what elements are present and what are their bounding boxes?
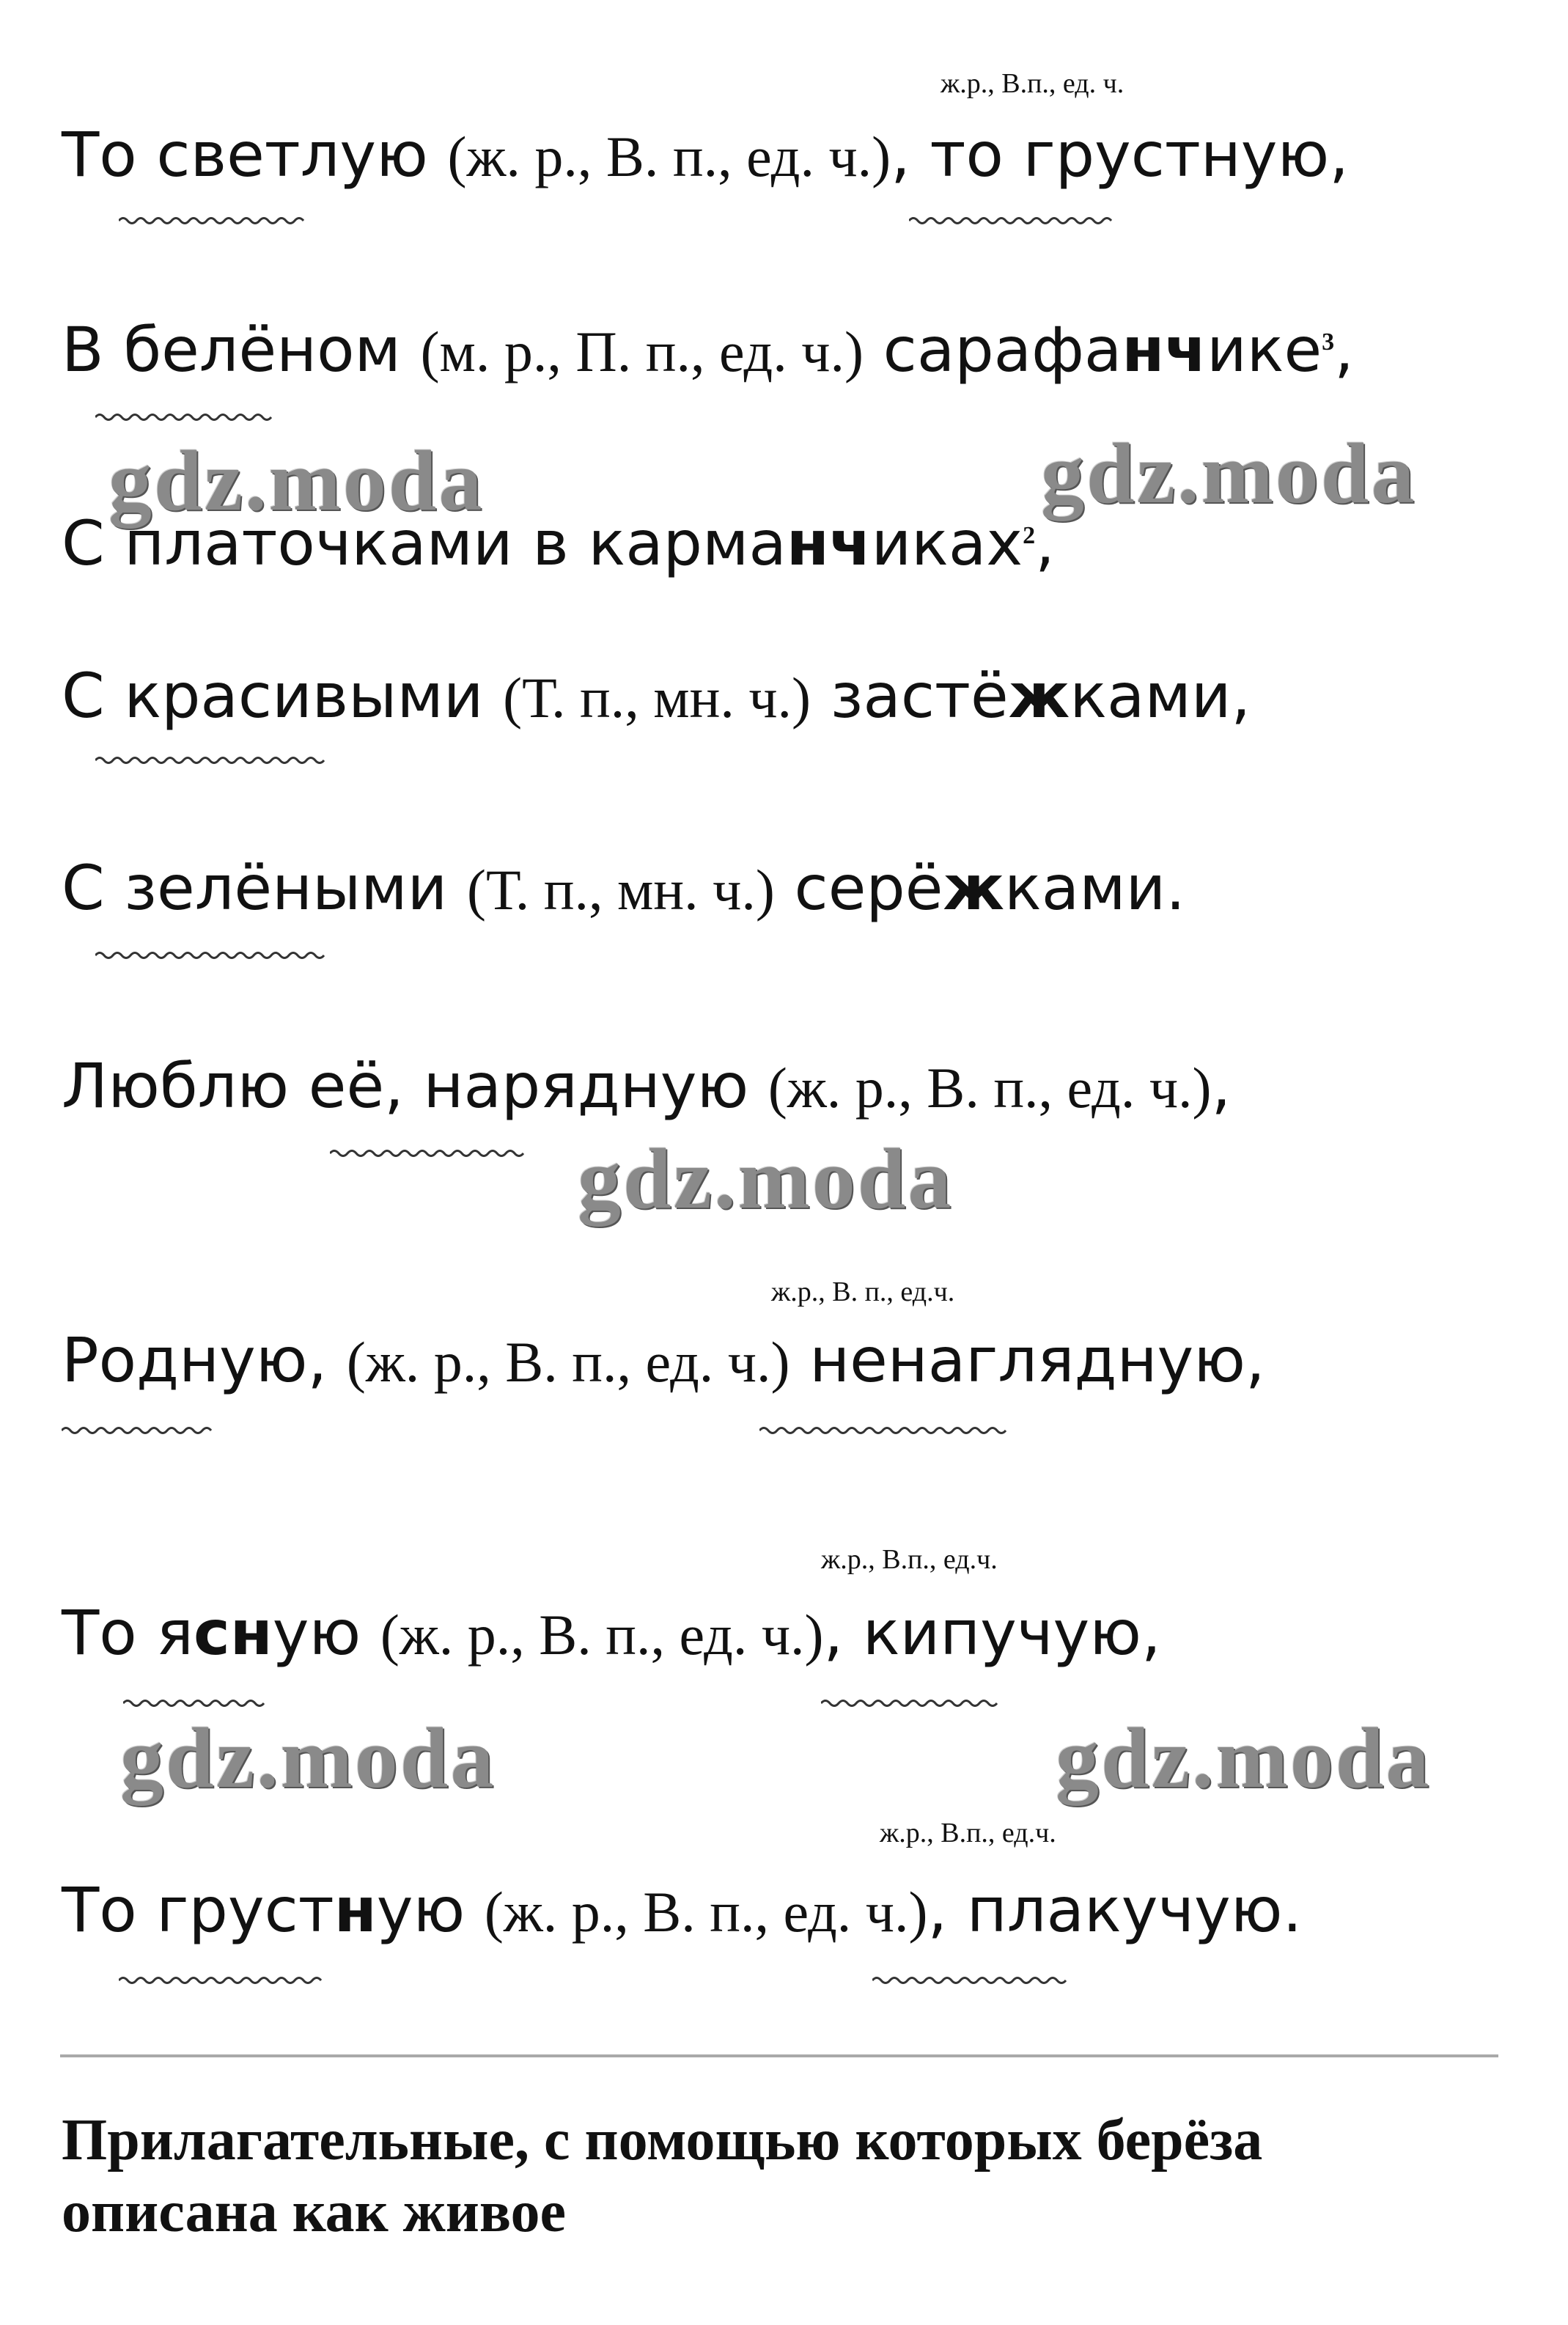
line-text: , кипучую, bbox=[823, 1597, 1161, 1669]
grammar-annotation: (ж. р., В. п., ед. ч.) bbox=[484, 1880, 928, 1944]
grammar-annotation: (Т. п., мн. ч.) bbox=[503, 666, 811, 730]
wavy-underline bbox=[95, 950, 330, 961]
line-text: ками. bbox=[1004, 852, 1185, 924]
line-text: ками, bbox=[1070, 660, 1251, 732]
line-text: ую bbox=[272, 1597, 380, 1669]
line-text: То я bbox=[62, 1597, 194, 1669]
grammar-annotation: (м. р., П. п., ед. ч.) bbox=[420, 320, 864, 383]
closing-line: описана как живое bbox=[62, 2180, 567, 2244]
line-text: , bbox=[1035, 507, 1055, 579]
watermark: gdz.moda bbox=[108, 433, 485, 529]
grammar-annotation: (Т. п., мн. ч.) bbox=[466, 858, 775, 922]
line-text: ую bbox=[376, 1874, 485, 1946]
line-text: сарафа bbox=[863, 314, 1122, 386]
poem-line bbox=[62, 1874, 1302, 1946]
highlighted-letters: нч bbox=[1122, 314, 1207, 386]
closing-text bbox=[62, 2104, 1262, 2248]
grammar-annotation: (ж. р., В. п., ед. ч.) bbox=[768, 1056, 1212, 1120]
line-text: , bbox=[1334, 314, 1354, 386]
line-text: С платочками в карма bbox=[62, 507, 787, 579]
watermark: gdz.moda bbox=[1041, 425, 1417, 521]
line-text: С зелёными bbox=[62, 852, 467, 924]
line-text: , плакучую. bbox=[927, 1874, 1303, 1946]
poem-line bbox=[62, 507, 1055, 579]
watermark: gdz.moda bbox=[120, 1710, 496, 1806]
grammar-annotation: (ж. р., В. п., ед. ч.) bbox=[346, 1330, 790, 1394]
line-text: То светлую bbox=[62, 119, 448, 191]
grammar-note: ж.р., В.п., ед.ч. bbox=[821, 1544, 998, 1575]
poem-line bbox=[62, 119, 1349, 191]
line-text: ике bbox=[1207, 314, 1322, 386]
wavy-underline bbox=[95, 755, 330, 765]
watermark: gdz.moda bbox=[578, 1131, 954, 1227]
line-text: ненаглядную, bbox=[789, 1324, 1265, 1396]
highlighted-letters: ж bbox=[943, 852, 1005, 924]
poem-line bbox=[62, 1324, 1265, 1396]
wavy-underline bbox=[909, 216, 1114, 226]
wavy-underline bbox=[119, 216, 309, 226]
poem-line bbox=[62, 852, 1185, 924]
wavy-underline bbox=[95, 412, 279, 422]
highlighted-letters: ж bbox=[1008, 660, 1070, 732]
closing-line: Прилагательные, с помощью которых берёза bbox=[62, 2108, 1263, 2172]
line-text: , bbox=[1211, 1050, 1232, 1122]
line-text: иках bbox=[871, 507, 1023, 579]
poem-line bbox=[62, 660, 1251, 732]
wavy-underline bbox=[821, 1698, 1004, 1708]
grammar-note: ж.р., В.п., ед.ч. bbox=[880, 1818, 1056, 1848]
poem-line bbox=[62, 1050, 1231, 1122]
superscript-number: 2 bbox=[1023, 522, 1036, 549]
grammar-note: ж.р., В.п., ед. ч. bbox=[941, 68, 1125, 99]
line-text: То груст bbox=[62, 1874, 334, 1946]
wavy-underline bbox=[119, 1975, 331, 1986]
grammar-annotation: (ж. р., В. п., ед. ч.) bbox=[447, 125, 891, 188]
watermark: gdz.moda bbox=[1056, 1710, 1432, 1806]
highlighted-letters: нч bbox=[786, 507, 872, 579]
poem-line bbox=[62, 314, 1354, 386]
wavy-underline bbox=[872, 1975, 1078, 1986]
wavy-underline bbox=[123, 1698, 277, 1708]
wavy-underline bbox=[330, 1148, 535, 1158]
wavy-underline bbox=[759, 1425, 1016, 1436]
line-text: С красивыми bbox=[62, 660, 504, 732]
grammar-note: ж.р., В. п., ед.ч. bbox=[771, 1277, 955, 1307]
poem-line bbox=[62, 1597, 1161, 1669]
line-text: , то грустную, bbox=[891, 119, 1349, 191]
line-text: серё bbox=[774, 852, 943, 924]
line-text: В белёном bbox=[62, 314, 421, 386]
line-text: Люблю её, нарядную bbox=[62, 1050, 768, 1122]
highlighted-letters: сн bbox=[193, 1597, 273, 1669]
line-text: Родную, bbox=[62, 1324, 347, 1396]
divider bbox=[60, 2054, 1498, 2057]
wavy-underline bbox=[62, 1425, 223, 1436]
highlighted-letters: н bbox=[334, 1874, 377, 1946]
grammar-annotation: (ж. р., В. п., ед. ч.) bbox=[380, 1603, 824, 1667]
line-text: застё bbox=[811, 660, 1009, 732]
superscript-number: 3 bbox=[1322, 328, 1335, 356]
